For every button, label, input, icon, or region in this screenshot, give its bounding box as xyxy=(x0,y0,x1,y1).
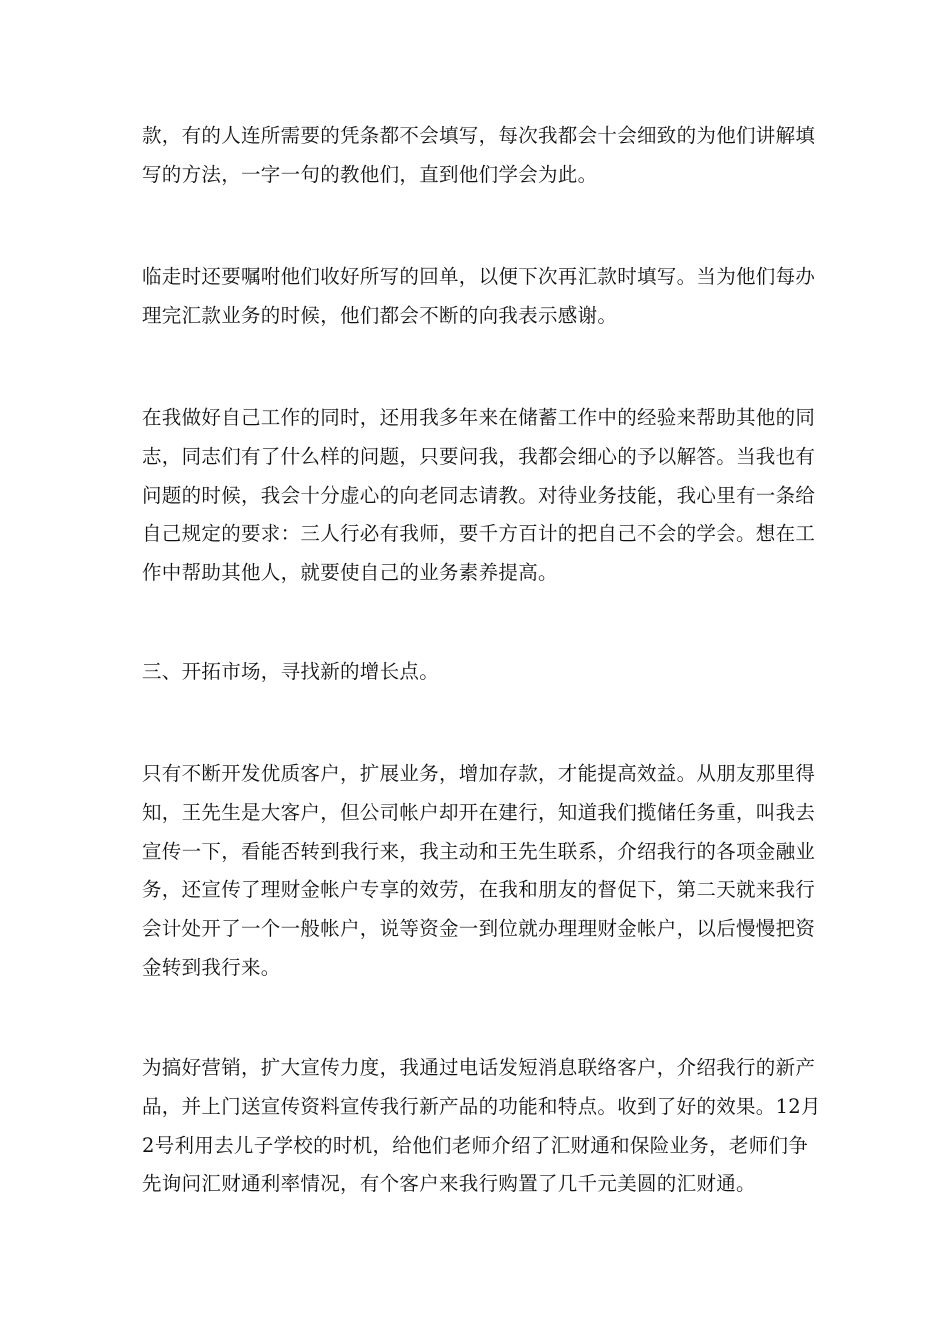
paragraph-line: 在我做好自己工作的同时，还用我多年来在储蓄工作中的经验来帮助其他的同 xyxy=(142,406,816,429)
paragraph-5 xyxy=(142,1049,822,1204)
paragraph-line: 金转到我行来。 xyxy=(142,955,281,979)
paragraph-line: 品，并上门送宣传资料宣传我行新产品的功能和特点。收到了好的效果。12月 xyxy=(142,1094,821,1118)
paragraph-line: 务，还宣传了理财金帐户专享的效劳，在我和朋友的督促下，第二天就来我行 xyxy=(142,878,816,902)
section-heading xyxy=(142,653,822,692)
paragraph-2 xyxy=(142,258,822,336)
paragraph-line: 作中帮助其他人，就要使自己的业务素养提高。 xyxy=(142,561,558,585)
paragraph-line: 写的方法，一字一句的教他们，直到他们学会为此。 xyxy=(142,162,598,186)
paragraph-line: 自己规定的要求：三人行必有我师，要千方百计的把自己不会的学会。想在工 xyxy=(142,522,816,546)
paragraph-line: 款，有的人连所需要的凭条都不会填写，每次我都会十会细致的为他们讲解填 xyxy=(142,124,816,147)
section-heading-text: 三、开拓市场，寻找新的增长点。 xyxy=(142,660,440,683)
paragraph-4 xyxy=(142,755,822,988)
paragraph-line: 为搞好营销，扩大宣传力度，我通过电话发短消息联络客户，介绍我行的新产 xyxy=(142,1056,816,1079)
paragraph-line: 先询问汇财通利率情况，有个客户来我行购置了几千元美圆的汇财通。 xyxy=(142,1172,756,1196)
paragraph-line: 宣传一下，看能否转到我行来，我主动和王先生联系，介绍我行的各项金融业 xyxy=(142,839,816,863)
paragraph-line: 问题的时候，我会十分虚心的向老同志请教。对待业务技能，我心里有一条给 xyxy=(142,483,816,507)
paragraph-3 xyxy=(142,399,822,593)
paragraph-line: 理完汇款业务的时候，他们都会不断的向我表示感谢。 xyxy=(142,303,618,327)
paragraph-line: 志，同志们有了什么样的问题，只要问我，我都会细心的予以解答。当我也有 xyxy=(142,444,816,468)
paragraph-line: 2号利用去儿子学校的时机，给他们老师介绍了汇财通和保险业务，老师们争 xyxy=(142,1133,809,1157)
paragraph-line: 知，王先生是大客户，但公司帐户却开在建行，知道我们揽储任务重，叫我去 xyxy=(142,800,816,824)
paragraph-1 xyxy=(142,117,822,195)
paragraph-line: 会计处开了一个一般帐户，说等资金一到位就办理理财金帐户，以后慢慢把资 xyxy=(142,917,816,941)
paragraph-line: 临走时还要嘱咐他们收好所写的回单，以便下次再汇款时填写。当为他们每办 xyxy=(142,265,816,288)
paragraph-line: 只有不断开发优质客户，扩展业务，增加存款，才能提高效益。从朋友那里得 xyxy=(142,762,816,785)
